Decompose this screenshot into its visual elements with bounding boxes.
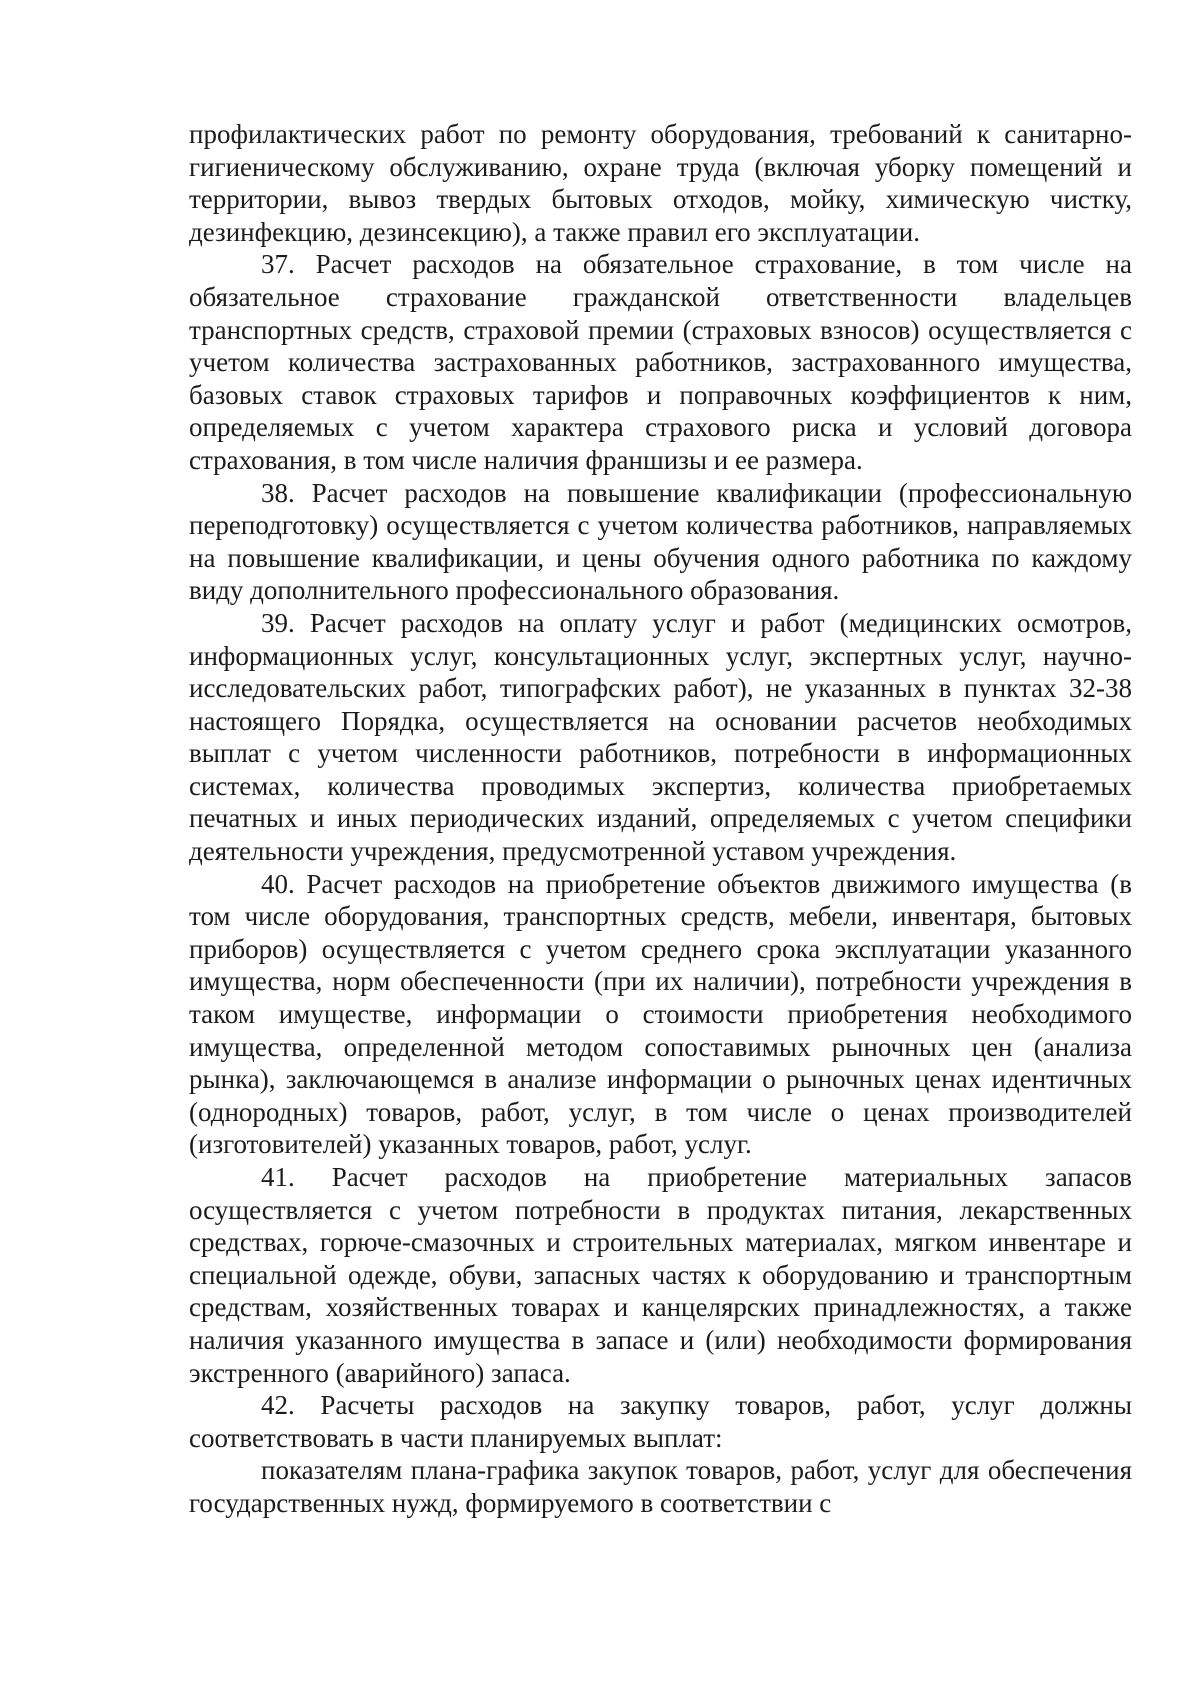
paragraph-continuation: профилактических работ по ремонту оборудования, требований к санитарно-гигиеническому обслуживанию, охране труда (включая уборку помещений и территории, вывоз твердых бытовых отходов, мойку, химическую чистку, дезинфекцию, дезинсекцию), а также правил его эксплуатации.	[189, 119, 1132, 247]
paragraph-39: 39. Расчет расходов на оплату услуг и работ (медицинских осмотров, информационных услуг, консультационных услуг, экспертных услуг, научно-исследовательских работ, типографских работ), не указанных в пунктах 32-38 настоящего Порядка, осуществляется на основании расчетов необходимых выплат с учетом численности работников, потребности в информационных системах, количества проводимых экспертиз, количества приобретаемых печатных и иных периодических изданий, определяемых с учетом специфики деятельности учреждения, предусмотренной уставом учреждения.	[189, 607, 1132, 867]
paragraph-42: 42. Расчеты расходов на закупку товаров, работ, услуг должны соответствовать в части планируемых выплат:	[189, 1390, 1132, 1453]
paragraph-40: 40. Расчет расходов на приобретение объектов движимого имущества (в том числе оборудования, транспортных средств, мебели, инвентаря, бытовых приборов) осуществляется с учетом среднего срока эксплуатации указанного имущества, норм обеспеченности (при их наличии), потребности учреждения в таком имуществе, информации о стоимости приобретения необходимого имущества, определенной методом сопоставимых рыночных цен (анализа рынка), заключающемся в анализе информации о рыночных ценах идентичных (однородных) товаров, работ, услуг, в том числе о ценах производителей (изготовителей) указанных товаров, работ, услуг.	[189, 868, 1132, 1160]
paragraph-38: 38. Расчет расходов на повышение квалификации (профессиональную переподготовку) осуществляется с учетом количества работников, направляемых на повышение квалификации, и цены обучения одного работника по каждому виду дополнительного профессионального образования.	[189, 477, 1132, 606]
paragraph-37: 37. Расчет расходов на обязательное страхование, в том числе на обязательное страхование гражданской ответственности владельцев транспортных средств, страховой премии (страховых взносов) осуществляется с учетом количества застрахованных работников, застрахованного имущества, базовых ставок страховых тарифов и поправочных коэффициентов к ним, определяемых с учетом характера страхового риска и условий договора страхования, в том числе наличия франшизы и ее размера.	[189, 249, 1132, 475]
document-page	[189, 118, 1132, 1520]
paragraph-41: 41. Расчет расходов на приобретение материальных запасов осуществляется с учетом потребности в продуктах питания, лекарственных средствах, горюче-смазочных и строительных материалах, мягком инвентаре и специальной одежде, обуви, запасных частях к оборудованию и транспортным средствам, хозяйственных товарах и канцелярских принадлежностях, а также наличия указанного имущества в запасе и (или) необходимости формирования экстренного (аварийного) запаса.	[189, 1162, 1132, 1388]
paragraph-42-item: показателям плана-графика закупок товаров, работ, услуг для обеспечения государственных нужд, формируемого в соответствии с	[189, 1455, 1132, 1518]
